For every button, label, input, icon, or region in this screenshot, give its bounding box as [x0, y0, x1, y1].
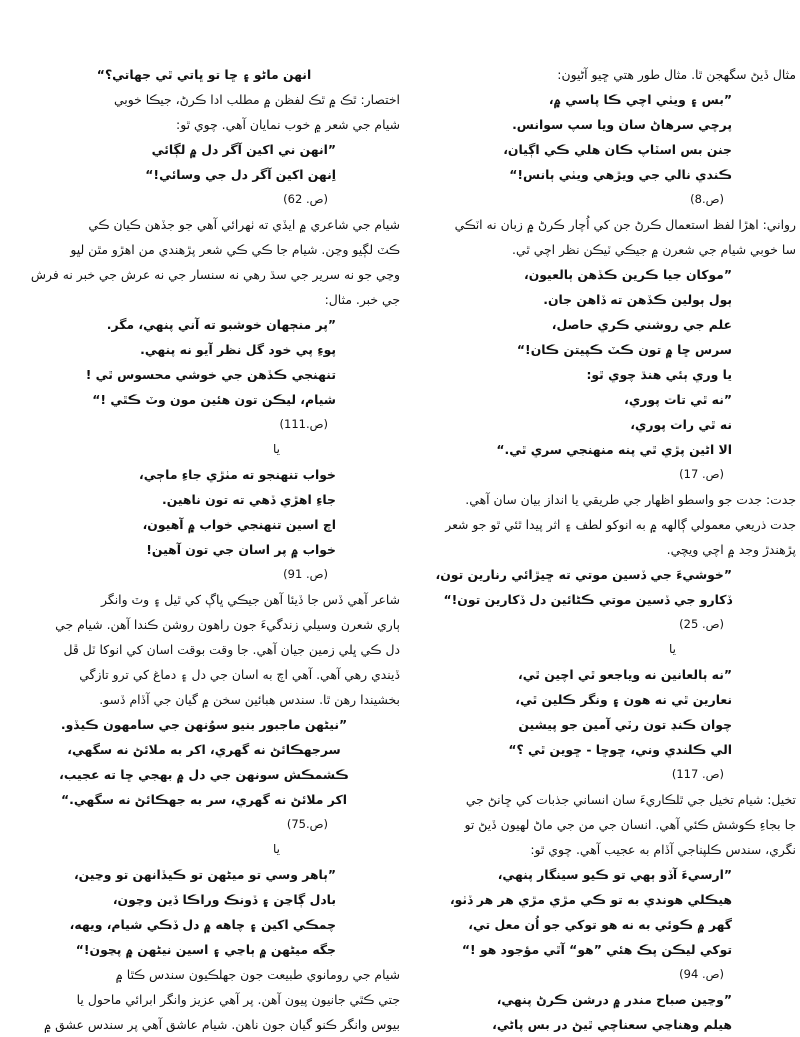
paragraph-line: ڏيندي رهي آهي. آهي اچ به اسان جي دل ۽ دماغ کي ترو تازگي	[79, 667, 400, 682]
verse-line: سرس ڇا ۾ تون ڪٽ ڪپيتن ڪان!“	[516, 342, 732, 357]
paragraph-line: سا خوبي شيام جي شعرن ۾ جيڪي ٽيڪن نظر اچي ٿي.	[512, 242, 796, 257]
verse-line: خواب ۾ پر اسان جي تون آهين!	[146, 542, 336, 557]
paragraph-line: جا بجاءِ ڪوشش ڪئي آهي. انسان جي من جي ماڻ لهيون ڏيڻ تو	[464, 817, 796, 832]
verse-line: اچ اسين تنهنجي خواب ۾ آهيون،	[142, 517, 336, 532]
or-separator: يا	[273, 442, 280, 456]
verse-line: ”ارسيءَ آڏو ٻهي تو ڪيو سينگار پنهي،	[497, 867, 732, 882]
paragraph-line: جتي ڪٿي جانيون پيون آهن. پر آهي عزيز وانگر ابرائي ماحول يا	[76, 992, 400, 1007]
verse-line: ڪندي نالي جي ويڙهي ويٺي ٻانس!“	[509, 167, 732, 182]
paragraph-line: شيام جي رومانوي طبيعت جون جهلڪيون سندس ڪٿا ۾	[115, 967, 400, 982]
page-reference: (ص.111)	[279, 417, 328, 431]
verse-line-centered: ڪشمڪش سونهن جي دل ۾ بهجي ڇا ته عجيب،	[59, 767, 349, 782]
verse-line: تنهنجي ڪڏهن جي خوشي محسوس ٿي !	[85, 367, 336, 382]
verse-line: خواب تنهنجو ته مٺڙي جاءِ ماڄي،	[139, 467, 336, 482]
verse-line: ”موکان جيا ڪرين ڪڏهن ٻالعيون،	[524, 267, 732, 282]
verse-line: اِنهن اکين آگر دل جي وسائي!“	[145, 167, 336, 182]
right-column	[404, 62, 796, 1037]
page-reference: (ص. 62)	[283, 192, 328, 206]
or-separator: يا	[669, 642, 676, 656]
paragraph-line: ٻاري شعرن وسيلي زندگيءَ جون راهون روشن ڪندا آهن. شيام جي	[55, 617, 400, 632]
verse-line: ”ٻاهر وسي تو ميڻهن تو ڪيڏانهن تو وڃين،	[73, 867, 336, 882]
verse-line: الا اڻين پڙي ٿي پنه منهنجي سري ٿي.“	[496, 442, 732, 457]
verse-line: هيلم وهناڃي سعناچي ٿيڻ در بس پاڻي،	[492, 1017, 732, 1032]
verse-line: ”انهن ني اکين آگر دل ۾ لڳائي	[151, 142, 336, 157]
paragraph-line: جدت: جدت جو واسطو اظهار جي طريقي يا انداز بيان سان آهي.	[465, 492, 796, 507]
verse-line: چوان ڪنڊ تون رٽي آمين جو پيشين	[518, 717, 732, 732]
verse-line-centered: ”نيڻهن ماجبور بنيو سوُنهن جي سامهون ڪيڏو.	[60, 717, 348, 732]
verse-line: ”نه ٿي تات پوري،	[624, 392, 732, 407]
verse-line-centered: انهن ماڻو ۽ ڇا تو ڀاتي ٿي جهاتي؟“	[96, 67, 312, 82]
paragraph-line: اختصار: ٿڪ ۾ ٿڪ لفظن ۾ مطلب ادا ڪرڻ، جيڪا خوبي	[113, 92, 400, 107]
verse-line: جگه ميڻهن ۾ ٻاڃي ۽ اسين نيڻهن ۾ پڃون!“	[75, 942, 336, 957]
paragraph-line: مثال ڏيڻ سگهجن ٿا. مثال طور هتي ڇيو آڻيون:	[557, 67, 796, 82]
verse-line: پرچي سرهاڻ سان ويا سپ سوانس.	[512, 117, 732, 132]
paragraph-line: پڙهندڙ وجد ۾ اچي ويچي.	[666, 542, 796, 557]
verse-line: جنن بس اسٽاپ ڪان هلي ڪي اڳيان،	[503, 142, 732, 157]
verse-line: ”وڃين صباح مندر ۾ درشن ڪرڻ پنهي،	[496, 992, 732, 1007]
verse-line: يا وري ٻئي هنڌ چوي ٿو:	[586, 367, 732, 382]
verse-line: بادل ڳاڃن ۽ ڏونڪ وراڪا ڏين وڃون،	[112, 892, 336, 907]
page-reference: (ص. 91)	[283, 567, 328, 581]
paragraph-line: جي خبر. مثال:	[324, 292, 400, 307]
paragraph-line: تخيل: شيام تخيل جي ٿلڪاريءَ سان انساني جذبات کي ڇانڻ جي	[465, 792, 796, 807]
verse-line: پوءِ پي خود گل نظر آيو نه پنهي.	[140, 342, 336, 357]
verse-line-centered: سرجهڪائڻ نه گهري، اکر به ملائڻ نه سگهي،	[67, 742, 341, 757]
verse-line: ڏکارو جي ڏسين موتي ڪڻائين دل ڏکارين تون!“	[443, 592, 732, 607]
page-reference: (ص.8)	[690, 192, 724, 206]
paragraph-line: بخشيندا رهن ٿا. سندس هبائين سخن ۾ گيان جي آڏام ڏسو.	[99, 692, 400, 707]
paragraph-line: ڪٽ لڳيو وڃن. شيام جا ڪي ڪي شعر پڙهندي من اهڙو مٿن لڀو	[70, 242, 400, 257]
verse-line: ”نه ٻالعانين نه وياجعو ٿي اچين ٿي،	[518, 667, 732, 682]
verse-line: گهر ۾ ڪوئي به نه هو توکي جو اُن معل تي،	[468, 917, 732, 932]
page-reference: (ص.75)	[286, 817, 328, 831]
paragraph-line: وڃي جو نه سرير جي سڌ رهي نه سنسار جي نه عرش جي خبر نه فرش	[30, 267, 400, 282]
verse-line: شيام، ليڪن تون هئين مون وٽ ڪٿي !“	[92, 392, 336, 407]
verse-line: الي ڪلندي وني، ڇوڇا - ڇوين ٿي ؟“	[508, 742, 732, 757]
verse-line: چمڪي اکين ۽ چاهه ۾ دل ڏڪي شيام، ويهه،	[69, 917, 336, 932]
verse-line: توکي ليڪن پڪ هئي ”هو“ آٿي مؤجود هو !“	[461, 942, 732, 957]
page-reference: (ص. 25)	[679, 617, 724, 631]
page-reference: (ص. 94)	[679, 967, 724, 981]
verse-line: ”خوشيءَ جي ڏسين موتي ته ڇيڙائي رنارين تون،	[435, 567, 732, 582]
paragraph-line: جدت ذريعي معمولي ڳالهه ۾ به انوکو لطف ۽ اثر پيدا ٿئي ٿو جو شعر	[445, 517, 796, 532]
paragraph-line: شاعر آهي ڏس جا ڏيئا آهن جيڪي ڀاڳ کي ٿيل ۽ وٽ وانگر	[101, 592, 400, 607]
verse-line: ٻول ٻولين ڪڏهن ته ڏاهن جان.	[543, 292, 732, 307]
paragraph-line: نگري، سندس ڪلپناجي آڏام به عجيب آهي. چوي ٿو:	[530, 842, 796, 857]
page-reference: (ص. 17)	[679, 467, 724, 481]
or-separator: يا	[273, 842, 280, 856]
left-column	[8, 62, 400, 1037]
verse-line: نعارين ٿي نه هون ۽ ونگر ڪلين ٿي،	[515, 692, 732, 707]
paragraph-line: شيام جي شاعري ۾ ايڏي ته ٺهرائي آهي جو جڏهن ڪيان ڪي	[88, 217, 400, 232]
verse-line: هيڪلي هوندي به تو ڪي مڙي مڙي هر هر ڏٺو،	[449, 892, 732, 907]
verse-line-centered: اکر ملائڻ نه گهري، سر به جهڪائڻ نه سگهي.“	[61, 792, 347, 807]
page-reference: (ص. 117)	[671, 767, 724, 781]
paragraph-line: دل ڪي ڀلي زمين جيان آهي. جا وقت بوقت اسان کي انوکا ٽل ڦل	[63, 642, 400, 657]
verse-line: نه ٿي رات پوري،	[630, 417, 732, 432]
verse-line: علم جي روشني ڪري حاصل،	[551, 317, 732, 332]
verse-line: جاءِ اهڙي ڏهي ته تون ناهين.	[161, 492, 336, 507]
paragraph-line: بيوس وانگر ڪنو گيان جون ناهن. شيام عاشق آهي پر سندس عشق ۾	[43, 1017, 400, 1032]
verse-line: ”پر منڄهان خوشبو ته آني پنهي، مگر.	[106, 317, 336, 332]
verse-line: ”بس ۽ ويٺي اچي ڪا پاسي ۾،	[548, 92, 732, 107]
paragraph-line: رواني: اهڙا لفظ استعمال ڪرڻ جن کي اُچار ڪرڻ ۾ زبان نه اٽڪي	[454, 217, 796, 232]
paragraph-line: شيام جي شعر ۾ خوب نمايان آهي. چوي ٿو:	[176, 117, 400, 132]
